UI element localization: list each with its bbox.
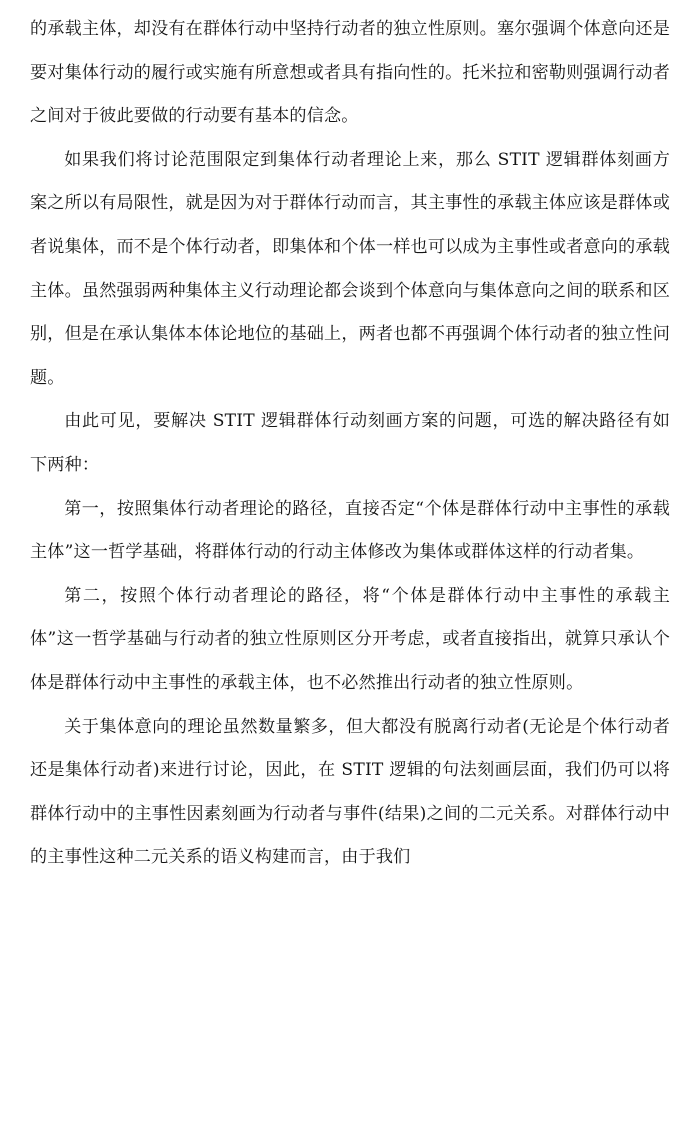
paragraph-solution-second: 第二，按照个体行动者理论的路径，将“个体是群体行动中主事性的承载主体”这一哲学基础与行动者的独立性原则区分开考虑，或者直接指出，就算只承认个体是群体行动中主事性的承载主体，也不必然推出行动者的独立性原则。 xyxy=(30,585,670,693)
paragraph-collective-agent-theory: 如果我们将讨论范围限定到集体行动者理论上来，那么 STIT 逻辑群体刻画方案之所以有局限性，就是因为对于群体行动而言，其主事性的承载主体应该是群体或者说集体，而不是个体行动者，即集体和个体一样也可以成为主事性或者意向的承载主体。虽然强弱两种集体主义行动理论都会谈到个体意向与集体意向之间的联系和区别，但是在承认集体本体论地位的基础上，两者也都不再强调个体行动者的独立性问题。 xyxy=(30,149,670,388)
paragraph-collective-intention-theory: 关于集体意向的理论虽然数量繁多，但大都没有脱离行动者(无论是个体行动者还是集体行动者)来进行讨论，因此，在 STIT 逻辑的句法刻画层面，我们仍可以将群体行动中的主事性因素刻画为行动者与事件(结果)之间的二元关系。对群体行动中的主事性这种二元关系的语义构建而言，由于我们 xyxy=(30,716,670,868)
paragraph-solution-first: 第一，按照集体行动者理论的路径，直接否定“个体是群体行动中主事性的承载主体”这一哲学基础，将群体行动的行动主体修改为集体或群体这样的行动者集。 xyxy=(30,498,670,563)
paragraph-continuation: 的承载主体，却没有在群体行动中坚持行动者的独立性原则。塞尔强调个体意向还是要对集体行动的履行或实施有所意想或者具有指向性的。托米拉和密勒则强调行动者之间对于彼此要做的行动要有基本的信念。 xyxy=(30,19,670,127)
paragraph-two-solutions-intro: 由此可见，要解决 STIT 逻辑群体行动刻画方案的问题，可选的解决路径有如下两种： xyxy=(30,411,670,475)
